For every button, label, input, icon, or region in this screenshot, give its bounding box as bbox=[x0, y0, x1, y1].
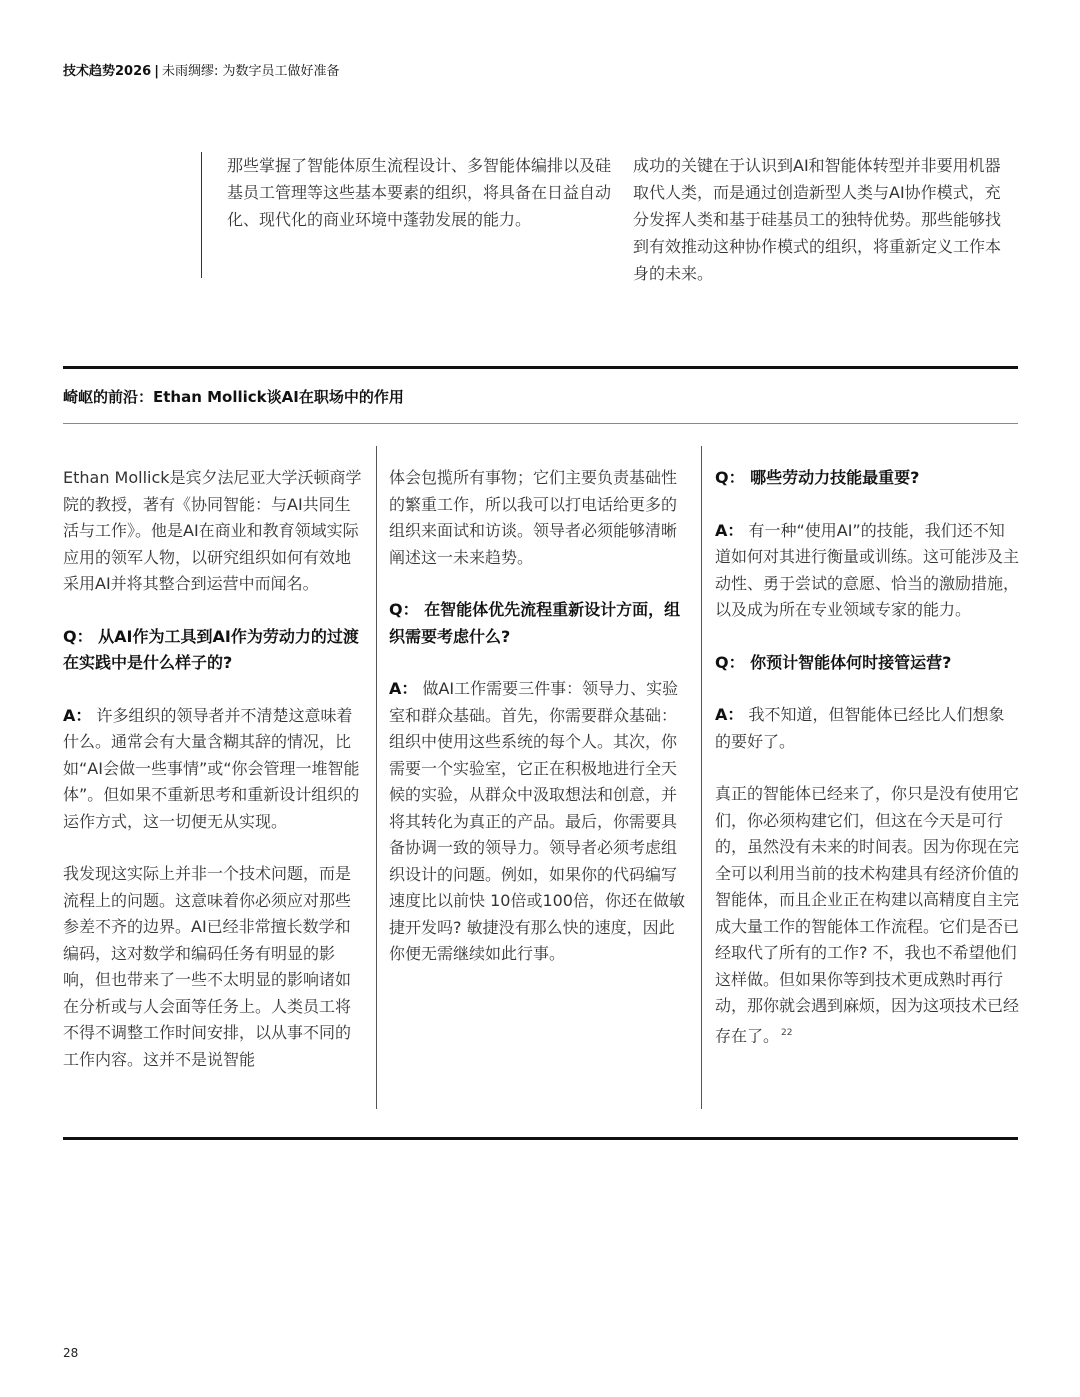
column-divider-1 bbox=[376, 446, 377, 1109]
column-divider-2 bbox=[701, 446, 702, 1109]
header-separator: | bbox=[154, 64, 159, 79]
sidebar-top-rule bbox=[63, 366, 1018, 369]
question-1: Q： 从AI作为工具到AI作为劳动力的过渡在实践中是什么样子的? bbox=[63, 626, 359, 672]
answer-1-text: 许多组织的领导者并不清楚这意味着什么。通常会有大量含糊其辞的情况，比如“AI会做一些事情”或“你会管理一堆智能体”。但如果不重新思考和重新设计组织的运作方式，这一切便无从实现。 bbox=[63, 705, 360, 831]
answer-1 bbox=[63, 703, 363, 836]
bio-paragraph: Ethan Mollick是宾夕法尼亚大学沃顿商学院的教授，著有《协同智能：与AI共同生活与工作》。他是AI在商业和教育领域实际应用的领军人物，以研究组织如何有效地采用AI并将其整合到运营中而闻名。 bbox=[63, 468, 362, 593]
question-2: Q： 在智能体优先流程重新设计方面，组织需要考虑什么? bbox=[389, 600, 681, 646]
answer-label: A： bbox=[389, 679, 418, 698]
running-header bbox=[63, 60, 339, 79]
final-paragraph bbox=[715, 781, 1019, 1049]
answer-2-text: 做AI工作需要三件事：领导力、实验室和群众基础。首先，你需要群众基础：组织中使用这些系统的每个人。其次，你需要一个实验室，它正在积极地进行全天候的实验，从群众中汲取想法和创意，并将其转化为真正的产品。最后，你需要具备协调一致的领导力。领导者必须考虑组织设计的问题。例如，如果你的代码编写速度比以前快 10倍或100倍，你还在做敏捷开发吗? 敏捷没有那么快的速度，因此你便无需继续如此行事。 bbox=[389, 679, 685, 963]
answer-3 bbox=[715, 518, 1019, 624]
answer-1-continued: 我发现这实际上并非一个技术问题，而是流程上的问题。这意味着你必须应对那些参差不齐的边界。AI已经非常擅长数学和编码，这对数学和编码任务有明显的影响，但也带来了一些不太明显的影响诸如在分析或与人会面等任务上。人类员工将不得不调整工作时间安排，以从事不同的工作内容。这并不是说智能 bbox=[63, 864, 352, 1069]
sidebar-title: 崎岖的前沿：Ethan Mollick谈AI在职场中的作用 bbox=[63, 388, 404, 406]
final-paragraph-text: 真正的智能体已经来了，你只是没有使用它们，你必须构建它们，但这在今天是可行的，虽然没有未来的时间表。因为你现在完全可以利用当前的技术构建具有经济价值的智能体，而且企业正在构建以高精度自主完成大量工作的智能体工作流程。它们是否已经取代了所有的工作? 不，我也不希望他们这样做。但如果你等到技术更成熟时再行动，那你就会遇到麻烦，因为这项技术已经存在了。 bbox=[715, 784, 1020, 1045]
question-3: Q： 哪些劳动力技能最重要? bbox=[715, 468, 920, 487]
sidebar-column-2 bbox=[389, 465, 689, 968]
intro-paragraph-right: 成功的关键在于认识到AI和智能体转型并非要用机器取代人类，而是通过创造新型人类与AI协作模式，充分发挥人类和基于硅基员工的独特优势。那些能够找到有效推动这种协作模式的组织，将重新定义工作本身的未来。 bbox=[633, 156, 1002, 283]
answer-2 bbox=[389, 676, 689, 968]
intro-accent-bar bbox=[201, 152, 202, 278]
answer-4-text: 我不知道，但智能体已经比人们想象的要好了。 bbox=[715, 705, 1005, 751]
answer-1-continued-2: 体会包揽所有事物；它们主要负责基础性的繁重工作，所以我可以打电话给更多的组织来面试和访谈。领导者必须能够清晰阐述这一未来趋势。 bbox=[389, 468, 678, 567]
footnote-ref[interactable]: 22 bbox=[781, 1027, 793, 1038]
question-4: Q： 你预计智能体何时接管运营? bbox=[715, 652, 952, 672]
sidebar-column-3 bbox=[715, 465, 1019, 1049]
answer-label: A： bbox=[715, 520, 744, 540]
sidebar-column-1 bbox=[63, 465, 363, 1073]
answer-label: A： bbox=[715, 705, 744, 724]
sidebar-bottom-rule bbox=[63, 1137, 1018, 1140]
answer-label: A： bbox=[63, 705, 92, 725]
report-title: 技术趋势2026 bbox=[63, 64, 152, 79]
answer-4 bbox=[715, 702, 1019, 755]
sidebar-title-rule bbox=[63, 423, 1018, 424]
page-number: 28 bbox=[63, 1346, 79, 1360]
report-subtitle: 未雨绸缪: 为数字员工做好准备 bbox=[161, 64, 340, 79]
answer-3-text: 有一种“使用AI”的技能，我们还不知道如何对其进行衡量或训练。这可能涉及主动性、勇于尝试的意愿、恰当的激励措施，以及成为所在专业领域专家的能力。 bbox=[715, 520, 1020, 619]
intro-paragraph-left: 那些掌握了智能体原生流程设计、多智能体编排以及硅基员工管理等这些基本要素的组织，将具备在日益自动化、现代化的商业环境中蓬勃发展的能力。 bbox=[227, 156, 612, 229]
